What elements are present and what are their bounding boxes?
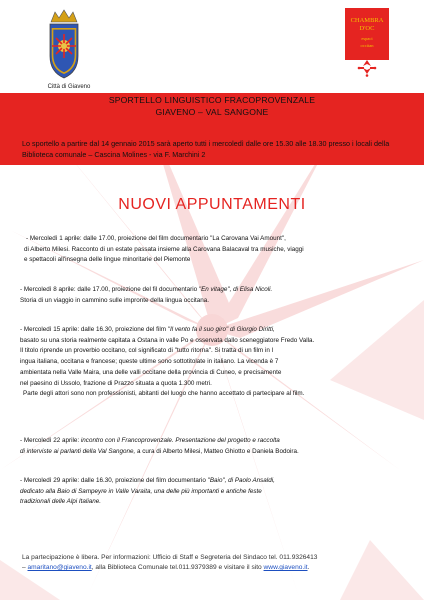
- event-line: ambientata nella Valle Maira, una delle valli occitane della provincia di Cuneo, e precisamente: [20, 368, 282, 376]
- event-line: [20, 325, 410, 336]
- giaveno-coat-of-arms-icon: [47, 8, 81, 84]
- event-text: - Mercoledì 15 aprile: dalle 16.30, proiezione del film: [20, 326, 168, 333]
- event-line: e spettacoli all'insegna delle lingue minoritarie del Piemonte: [24, 256, 191, 264]
- event-line: [20, 476, 410, 487]
- event-text-italic: di interviste ai parlanti della Val Sangone,: [20, 447, 136, 455]
- banner-title-line-1: SPORTELLO LINGUISTICO FRACOPROVENZALE: [108, 95, 316, 105]
- event-line: ingua italiana, occitana e francese; queste ultime sono sottotitolate in italiano. La vicenda è 7: [20, 358, 279, 366]
- chambra-logo-line-4: occitan: [360, 43, 374, 48]
- event-line: nel paesino di Ussolo, frazione di Prazzo situata a quota 1.300 metri.: [20, 379, 212, 387]
- city-label: Città di Giaveno: [47, 84, 91, 90]
- event-text: a cura di Alberto Milesi, Matteo Ghiotto e Daniela Bodoira.: [135, 447, 299, 455]
- footer-text: .: [307, 564, 310, 572]
- event-april-8: [20, 285, 410, 306]
- event-line: Parte degli attori sono non professionisti, abitanti del luogo che hanno accettato di partecipare al film.: [23, 390, 305, 398]
- event-line: basato su una storia realmente capitata a Ostana in valle Po e osservata dallo sceneggiatore Fredo Valla.: [20, 336, 315, 344]
- banner-opening-info: Lo sportello a partire dal 14 gennaio 2015 sarà aperto tutti i mercoledì dalle ore 15.30 alle 18.30 presso i locali della Biblioteca comunale – Cascina Molines - via F. Marchini 2: [22, 139, 390, 159]
- event-line: - Mercoledì 1 aprile: dalle 17.00, proiezione del film documentario "La Carovana Vai Amount",: [26, 235, 286, 242]
- chambra-doc-logo: [345, 8, 389, 78]
- chambra-logo-line-1: CHAMBRA: [350, 17, 384, 24]
- event-april-29: [20, 476, 410, 508]
- page-title: NUOVI APPUNTAMENTI: [118, 196, 306, 213]
- event-film-title: "Baio", di Paolo Ansaldi,: [207, 477, 275, 484]
- footer-dash: –: [22, 564, 28, 572]
- website-link[interactable]: www.giaveno.it: [263, 564, 308, 572]
- event-line: di Alberto Milesi. Racconto di un estate passata insieme alla Carovana Balacaval tra musiche, viaggi: [24, 245, 304, 253]
- event-film-title: "Il vento fa il suo giro" di Giorgio Diritti,: [167, 326, 275, 333]
- event-line: [20, 436, 410, 447]
- banner-title-line-2: GIAVENO – VAL SANGONE: [155, 107, 269, 117]
- event-line: [20, 447, 410, 458]
- footer-contact-info: [22, 553, 412, 574]
- event-line: dedicato alla Baio di Sampeyre in Valle Varaita, una delle più importanti e antiche feste: [20, 487, 262, 495]
- event-text-italic: incontro con il Francoprovenzale. Presentazione del progetto e raccolta: [80, 437, 280, 444]
- event-line: [20, 285, 410, 296]
- event-april-22: [20, 436, 410, 457]
- info-banner: [0, 93, 424, 165]
- event-line: Storia di un viaggio in cammino sulle impronte della lingua occitana.: [20, 296, 210, 304]
- occitan-cross-icon: [358, 60, 377, 77]
- footer-text: , alla Biblioteca Comunale tel.011.9379389 e visitare il sito: [91, 564, 264, 572]
- event-film-title: "En vitage", di Elisa Nicoli.: [198, 286, 273, 293]
- chambra-logo-line-3: espaci: [361, 36, 373, 41]
- event-text: - Mercoledì 8 aprile: dalle 17.00, proiezione del fil documentario: [20, 286, 199, 293]
- event-line: tradizionali delle Alpi Italiane.: [20, 498, 101, 506]
- event-text: - Mercoledì 22 aprile:: [20, 437, 81, 444]
- footer-line: La partecipazione è libera. Per informazioni: Ufficio di Staff e Segreteria del Sindaco tel. 011.9326413: [22, 554, 318, 561]
- event-text: - Mercoledì 29 aprile: dalle 16.30, proiezione del film documentario: [20, 477, 208, 484]
- footer-line: [22, 563, 412, 573]
- event-line: Il titolo riprende un proverbio occitano, col significato di "tutto ritorna". Si tratta di un film in l: [20, 347, 273, 355]
- event-april-15: [20, 325, 410, 400]
- email-link[interactable]: amaritano@giaveno.it: [27, 564, 92, 572]
- event-april-1: [20, 234, 410, 266]
- chambra-logo-line-2: D'OC: [359, 25, 375, 32]
